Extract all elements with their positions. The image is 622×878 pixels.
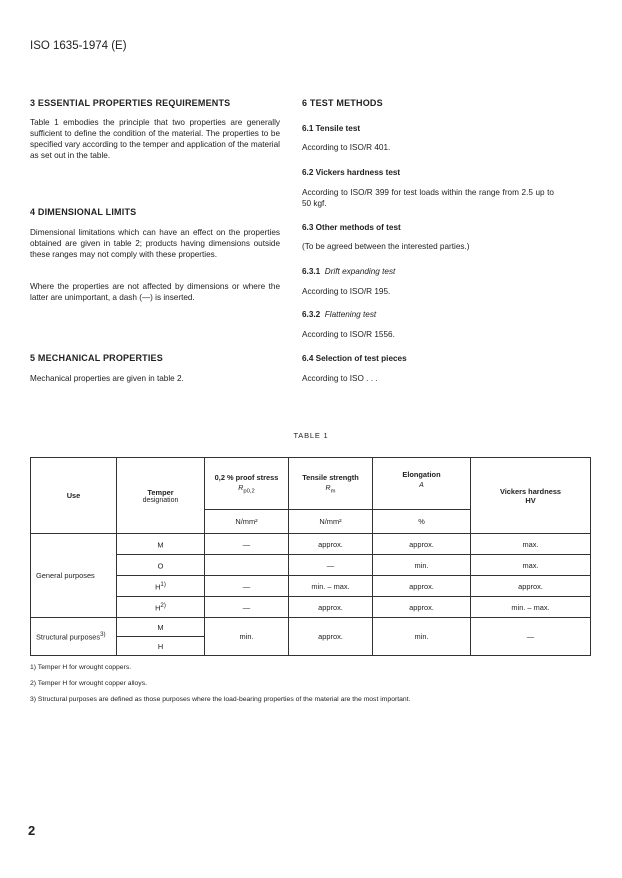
- section-6-3-2-title: Flattening test: [324, 310, 377, 319]
- section-4-text-1: Dimensional limitations which can have an effect on the properties obtained are given in table 2; products having dimensions outside these ranges may not comply with these properties.: [30, 228, 280, 259]
- elongation-cell: approx.: [373, 576, 471, 597]
- section-6-1-title: 6.1 Tensile test: [302, 124, 361, 133]
- table-caption: TABLE 1: [293, 431, 329, 440]
- header-proof-subscript: p0,2: [243, 488, 255, 495]
- header-elong-symbol: A: [419, 482, 424, 489]
- section-6-2-text: According to ISO/R 399 for test loads within the range from 2.5 up to 50 kgf.: [302, 188, 554, 208]
- temper-cell: [117, 555, 205, 576]
- temper-cell: [117, 534, 205, 555]
- unit-elongation: %: [373, 510, 471, 534]
- section-6-3-2-text: According to ISO/R 1556.: [302, 330, 395, 339]
- section-6-1-text: According to ISO/R 401.: [302, 143, 391, 152]
- tensile-cell: min. – max.: [289, 576, 373, 597]
- temper-value: H: [155, 603, 161, 613]
- section-6-4-title: 6.4 Selection of test pieces: [302, 354, 407, 363]
- section-5-title: 5 MECHANICAL PROPERTIES: [30, 353, 163, 363]
- header-elong-line1: Elongation: [402, 470, 441, 479]
- temper-cell: [117, 597, 205, 618]
- table-header-row: [31, 458, 591, 510]
- footnote-1: 1) Temper H for wrought coppers.: [30, 664, 132, 671]
- elongation-cell: min.: [373, 618, 471, 656]
- header-tensile-line1: Tensile strength: [302, 472, 359, 482]
- proof-cell: —: [205, 576, 289, 597]
- footnote-2: 2) Temper H for wrought copper alloys.: [30, 680, 147, 687]
- proof-cell: —: [205, 597, 289, 618]
- structural-label: Structural purposes: [36, 632, 101, 642]
- structural-footnote: 3): [100, 631, 106, 639]
- vickers-cell: approx.: [471, 576, 591, 597]
- footnote-3: 3) Structural purposes are defined as those purposes where the load-bearing properties of the material are the most important.: [30, 696, 411, 703]
- header-proof-letter: R: [238, 484, 244, 492]
- header-tensile-strength: [289, 458, 373, 510]
- elongation-cell: approx.: [373, 597, 471, 618]
- header-use: Use: [31, 458, 117, 534]
- table-row: [31, 618, 591, 637]
- temper-footnote: 1): [160, 580, 166, 588]
- header-tensile-letter: R: [325, 484, 331, 492]
- section-6-3-2-number: 6.3.2: [302, 310, 321, 319]
- proof-cell: —: [205, 534, 289, 555]
- elongation-cell: min.: [373, 555, 471, 576]
- elongation-cell: approx.: [373, 534, 471, 555]
- proof-cell: min.: [205, 618, 289, 656]
- page-number: 2: [28, 823, 36, 838]
- section-6-3-1-text: According to ISO/R 195.: [302, 287, 391, 296]
- header-tensile-subscript: m: [330, 488, 336, 495]
- tensile-cell: approx.: [289, 597, 373, 618]
- section-6-3-1-heading: [302, 267, 554, 276]
- header-tensile-symbol: [289, 485, 372, 494]
- temper-cell: M: [117, 618, 205, 637]
- header-proof-symbol: [205, 485, 288, 494]
- vickers-cell: max.: [471, 555, 591, 576]
- section-6-3-title: 6.3 Other methods of test: [302, 223, 401, 232]
- section-3-title: 3 ESSENTIAL PROPERTIES REQUIREMENTS: [30, 98, 231, 108]
- header-temper: [117, 458, 205, 534]
- section-6-title: 6 TEST METHODS: [302, 98, 383, 108]
- header-proof-stress: [205, 458, 289, 510]
- vickers-cell: —: [471, 618, 591, 656]
- vickers-cell: max.: [471, 534, 591, 555]
- vickers-cell: min. – max.: [471, 597, 591, 618]
- section-4-text-2: Where the properties are not affected by dimensions or where the latter are unimportant, a dash (—) is inserted.: [30, 282, 280, 302]
- unit-proof: N/mm²: [205, 510, 289, 534]
- header-temper-line1: Temper: [147, 487, 174, 497]
- section-6-3-text: (To be agreed between the interested parties.): [302, 242, 470, 251]
- temper-value: H: [155, 582, 161, 592]
- properties-table: [30, 457, 591, 656]
- temper-footnote: 2): [160, 601, 166, 609]
- temper-cell: H: [117, 637, 205, 656]
- section-5-text: Mechanical properties are given in table 2.: [30, 374, 184, 383]
- unit-tensile: N/mm²: [289, 510, 373, 534]
- tensile-cell: approx.: [289, 534, 373, 555]
- proof-cell: [205, 555, 289, 576]
- section-4-title: 4 DIMENSIONAL LIMITS: [30, 207, 137, 217]
- temper-value: O: [157, 561, 164, 571]
- tensile-cell: approx.: [289, 618, 373, 656]
- header-vickers-line1: Vickers hardness: [499, 486, 562, 496]
- header-temper-line2: designation: [142, 496, 179, 504]
- section-6-3-1-number: 6.3.1: [302, 267, 321, 276]
- header-vickers: [471, 458, 591, 534]
- section-6-3-2-heading: [302, 310, 554, 319]
- header-elongation: [373, 458, 471, 510]
- table-row: [31, 534, 591, 555]
- section-6-4-text: According to ISO . . .: [302, 374, 378, 383]
- section-6-3-1-title: Drift expanding test: [324, 267, 396, 276]
- temper-cell: [117, 576, 205, 597]
- section-3-text: Table 1 embodies the principle that two properties are generally sufficient to define the condition of the material. The properties to be specified vary according to the temper and application of the material as set out in the table.: [30, 118, 280, 160]
- header-proof-line1: 0,2 % proof stress: [214, 472, 279, 482]
- document-header: ISO 1635-1974 (E): [30, 40, 127, 52]
- use-structural-purposes: [31, 618, 117, 656]
- header-vickers-line2: HV: [525, 495, 536, 505]
- temper-value: M: [157, 540, 164, 550]
- tensile-cell: —: [289, 555, 373, 576]
- section-6-2-title: 6.2 Vickers hardness test: [302, 168, 401, 177]
- use-general-purposes: General purposes: [31, 534, 117, 618]
